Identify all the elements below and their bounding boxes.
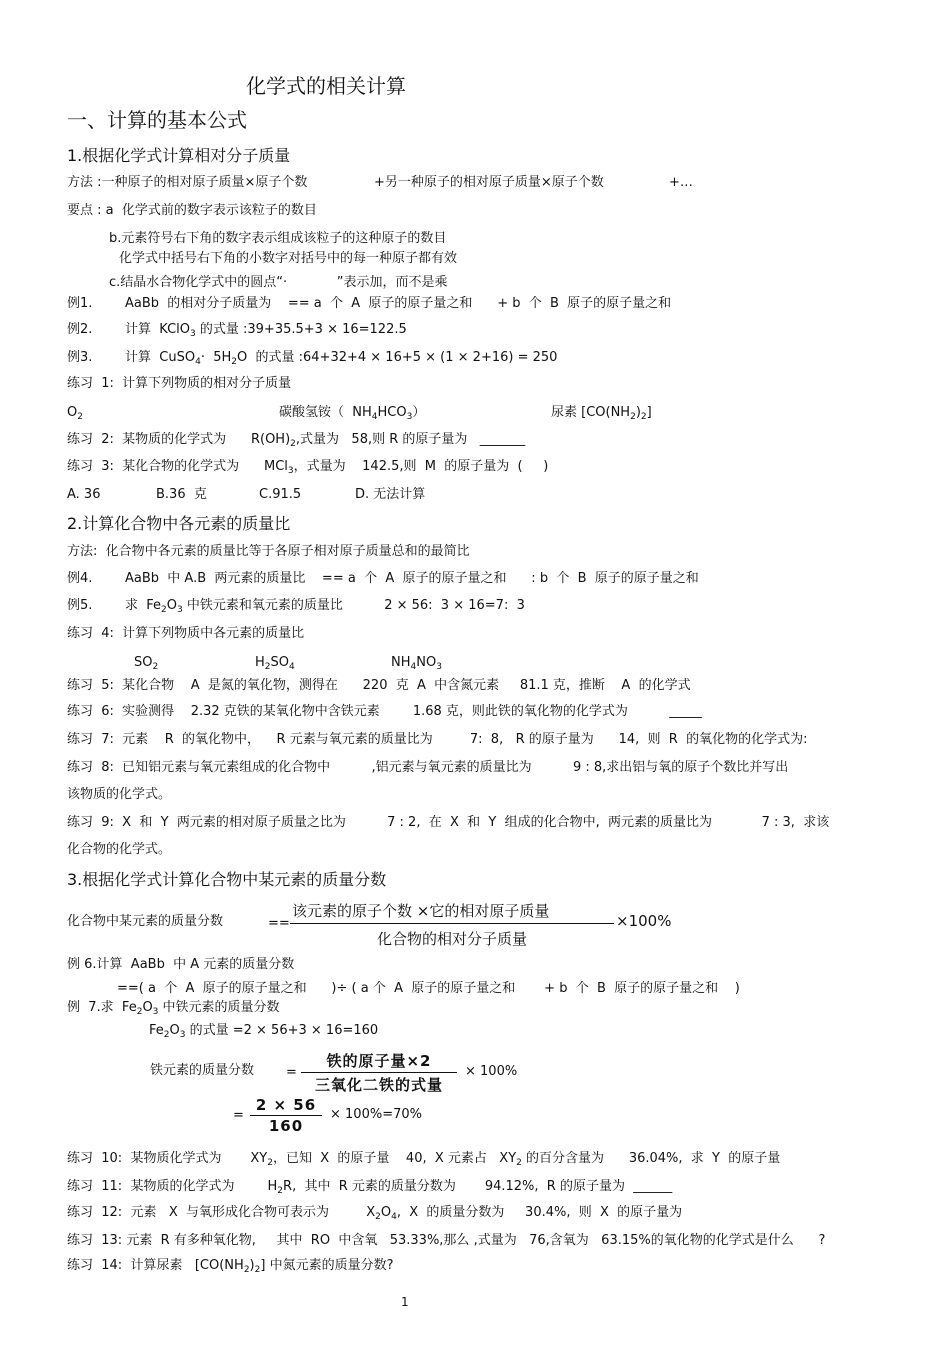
key-point: b.元素符号右下角的数字表示组成该粒子的这种原子的数目 bbox=[109, 231, 447, 246]
example-text: 计算 KClO$_3$ 的式量 :39+35.5+3 × 16=122.5 bbox=[125, 322, 407, 339]
formula-urea: 尿素 $[CO(NH_2)_2]$ bbox=[551, 405, 652, 422]
method-text: 方法 :一种原子的相对原子质量×原子个数 bbox=[67, 175, 308, 190]
formula-o2: $O_2$ bbox=[67, 405, 83, 422]
formula-equals: = bbox=[233, 1108, 244, 1123]
answer-option-b: B.36 克 bbox=[156, 487, 207, 502]
formula-multiplier: × 100% bbox=[465, 1064, 518, 1079]
practice-text: 练习 2: 某物质的化学式为 $R(OH)_2$,式量为 58,则 R 的原子量为 _______ bbox=[67, 432, 526, 449]
practice-text: 练习 14: 计算尿素 $[CO(NH_2)_2]$ 中氮元素的质量分数? bbox=[67, 1258, 394, 1275]
fraction-denominator: 160 bbox=[250, 1115, 322, 1135]
example-text: 计算 CuSO$_4$· $5H_2O$ 的式量 :64+32+4 × 16+5 × (1 × 2+16) = 250 bbox=[125, 350, 558, 367]
practice-text: 练习 1: 计算下列物质的相对分子质量 bbox=[67, 376, 292, 391]
formula-numerator: 该元素的原子个数 ×它的相对原子质量 bbox=[292, 902, 550, 920]
formula-equals: == bbox=[268, 916, 290, 931]
result-text: × 100%=70% bbox=[330, 1107, 422, 1122]
practice-text: 练习 9: X 和 Y 两元素的相对原子质量之比为 7 : 2, 在 X 和 Y 组成的化合物中, 两元素的质量比为 7 : 3, 求该 bbox=[67, 815, 830, 830]
iron-fraction-formula bbox=[301, 1050, 457, 1095]
subsection-heading: 1.根据化学式计算相对分子质量 bbox=[67, 146, 291, 165]
practice-text: 练习 5: 某化合物 A 是氮的氧化物，测得在 220 克 A 中含氮元素 81.1 克，推断 A 的化学式 bbox=[67, 678, 691, 693]
example-text: AaBb 中 A.B 两元素的质量比 == a 个 A 原子的原子量之和 : b 个 B 原子的原子量之和 bbox=[125, 571, 699, 586]
example-text: AaBb 的相对分子质量为 == a 个 A 原子的原子量之和 + b 个 B 原子的原子量之和 bbox=[125, 296, 672, 311]
answer-option-a: A. 36 bbox=[67, 487, 101, 502]
method-text: +… bbox=[669, 175, 693, 190]
practice-text: 练习 3: 某化合物的化学式为 MCl$_3$，式量为 142.5,则 M 的原子量为 ( ) bbox=[67, 459, 549, 476]
example-label: 例4. bbox=[67, 571, 93, 586]
formula-ammonium-bicarbonate: 碳酸氢铵（ $NH_4HCO_3$） bbox=[279, 405, 426, 422]
key-point: 化学式中括号右下角的小数字对括号中的每一种原子都有效 bbox=[119, 251, 458, 266]
practice-text: 练习 11: 某物质的化学式为 $H_2R$, 其中 R 元素的质量分数为 94.12%, R 的原子量为 ______ bbox=[67, 1179, 673, 1196]
subsection-heading: 3.根据化学式计算化合物中某元素的质量分数 bbox=[67, 870, 387, 889]
method-text: +另一种原子的相对原子质量×原子个数 bbox=[374, 175, 604, 190]
practice-text: 练习 6: 实验测得 2.32 克铁的某氧化物中含铁元素 1.68 克，则此铁的氧化物的化学式为 _____ bbox=[67, 704, 702, 719]
example-text: 求 $Fe_2O_3$ 中铁元素和氧元素的质量比 2 × 56: 3 × 16=7: 3 bbox=[125, 598, 525, 615]
formula-equals: = bbox=[286, 1065, 297, 1080]
practice-text: 练习 7: 元素 R 的氧化物中， R 元素与氧元素的质量比为 7: 8, R 的原子量为 14, 则 R 的氧化物的化学式为: bbox=[67, 732, 808, 747]
fraction-numerator: 铁的原子量×2 bbox=[326, 1052, 432, 1070]
numeric-fraction bbox=[250, 1096, 322, 1135]
formula-h2so4: $H_2SO_4$ bbox=[255, 655, 295, 672]
practice-text: 该物质的化学式。 bbox=[67, 787, 172, 802]
practice-text: 练习 10: 某物质化学式为 $XY_2$，已知 X 的原子量 40, X 元素占 $XY_2$ 的百分含量为 36.04%, 求 Y 的原子量 bbox=[67, 1151, 781, 1168]
example-text: ==( a 个 A 原子的原子量之和 )÷ ( a 个 A 原子的原子量之和 + b 个 B 原子的原子量之和 ) bbox=[117, 981, 740, 996]
mass-fraction-formula bbox=[290, 900, 614, 949]
fraction-denominator: 三氧化二铁的式量 bbox=[301, 1072, 457, 1095]
key-point: c.结晶水合物化学式中的圆点“· ”表示加，而不是乘 bbox=[109, 275, 448, 290]
answer-option-c: C.91.5 bbox=[259, 487, 302, 502]
practice-text: 练习 8: 已知铝元素与氧元素组成的化合物中 ,铝元素与氧元素的质量比为 9 : 8,求出铝与氧的原子个数比并写出 bbox=[67, 760, 789, 775]
example-label: 例1. bbox=[67, 296, 93, 311]
answer-option-d: D. 无法计算 bbox=[355, 487, 426, 502]
practice-text: 练习 12: 元素 X 与氧形成化合物可表示为 $X_2O_4$, X 的质量分数为 30.4%, 则 X 的原子量为 bbox=[67, 1205, 683, 1222]
formula-so2: $SO_2$ bbox=[134, 655, 159, 672]
formula-nh4no3: $NH_4NO_3$ bbox=[391, 655, 442, 672]
practice-text: 练习 13: 元素 R 有多种氧化物, 其中 RO 中含氧 53.33%,那么 ,式量为 76,含氧为 63.15%的氧化物的化学式是什么 ? bbox=[67, 1233, 826, 1248]
subsection-heading: 2.计算化合物中各元素的质量比 bbox=[67, 514, 291, 533]
example-text: 例 6.计算 AaBb 中 A 元素的质量分数 bbox=[67, 957, 295, 972]
document-title: 化学式的相关计算 bbox=[246, 74, 406, 98]
page-number: 1 bbox=[401, 1295, 409, 1309]
practice-text: 化合物的化学式。 bbox=[67, 842, 172, 857]
fraction-numerator: 2 × 56 bbox=[255, 1096, 317, 1114]
formula-label: 铁元素的质量分数 bbox=[150, 1063, 255, 1078]
example-label: 例3. bbox=[67, 350, 93, 365]
method-text: 方法: 化合物中各元素的质量比等于各原子相对原子质量总和的最简比 bbox=[67, 544, 470, 559]
key-point: 要点 : a 化学式前的数字表示该粒子的数目 bbox=[67, 203, 317, 218]
formula-denominator: 化合物的相对分子质量 bbox=[290, 923, 614, 949]
formula-multiplier: ×100% bbox=[616, 912, 672, 930]
formula-label: 化合物中某元素的质量分数 bbox=[67, 914, 224, 929]
example-label: 例2. bbox=[67, 322, 93, 337]
section-heading: 一、计算的基本公式 bbox=[67, 108, 247, 132]
example-text: $Fe_2O_3$ 的式量 =2 × 56+3 × 16=160 bbox=[149, 1023, 379, 1040]
example-label: 例5. bbox=[67, 598, 93, 613]
practice-text: 练习 4: 计算下列物质中各元素的质量比 bbox=[67, 626, 305, 641]
example-text: 例 7.求 $Fe_2O_3$ 中铁元素的质量分数 bbox=[67, 1000, 280, 1017]
